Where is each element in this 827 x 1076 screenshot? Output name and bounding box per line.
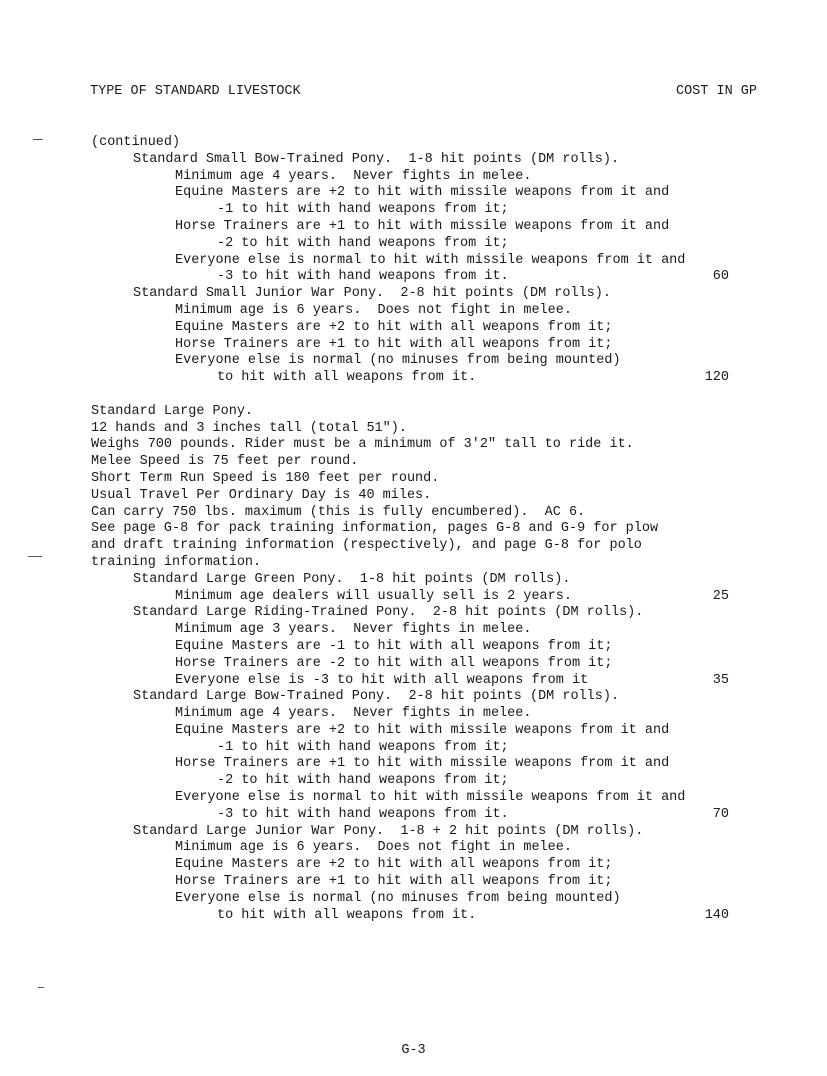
text-line — [91, 740, 741, 757]
line-text: Usual Travel Per Ordinary Day is 40 miles. — [91, 487, 432, 503]
line-text: Minimum age is 6 years. Does not fight in melee. — [175, 302, 572, 318]
line-text: (continued) — [91, 135, 181, 150]
text-line — [91, 505, 741, 522]
text-line — [91, 202, 741, 219]
line-text: Equine Masters are +2 to hit with all weapons from it; — [175, 319, 613, 335]
text-line — [91, 253, 741, 270]
text-line — [91, 236, 741, 253]
text-line — [91, 723, 741, 740]
line-text: Standard Large Green Pony. 1-8 hit points (DM rolls). — [133, 571, 571, 587]
blank-line — [91, 387, 741, 404]
cost-value: 70 — [712, 806, 729, 822]
page-number: G-3 — [401, 1043, 426, 1058]
line-text: Equine Masters are +2 to hit with missile weapons from it and — [175, 185, 670, 201]
line-text: See page G-8 for pack training information, pages G-8 and G-9 for plow — [91, 521, 659, 537]
text-line — [91, 840, 741, 857]
text-line — [91, 589, 741, 606]
text-line — [91, 656, 741, 673]
text-line — [91, 790, 741, 807]
text-line — [91, 706, 741, 723]
text-line — [91, 639, 741, 656]
line-text: Standard Large Pony. — [91, 403, 254, 419]
line-text: Standard Small Bow-Trained Pony. 1-8 hit points (DM rolls). — [133, 151, 620, 167]
cost-value: 60 — [712, 269, 729, 285]
line-text: Horse Trainers are +1 to hit with all weapons from it; — [175, 874, 613, 890]
text-line — [91, 521, 741, 538]
text-line — [91, 152, 741, 169]
line-text: Horse Trainers are +1 to hit with missile weapons from it and — [175, 756, 670, 772]
line-text: Everyone else is -3 to hit with all weapons from it — [175, 672, 589, 688]
line-text: -3 to hit with hand weapons from it. — [217, 269, 509, 285]
scan-mark — [38, 987, 44, 988]
text-line — [91, 421, 741, 438]
line-text: training information. — [91, 554, 262, 570]
cost-value: 140 — [704, 907, 729, 923]
text-line — [91, 269, 741, 286]
line-text: to hit with all weapons from it. — [217, 370, 477, 386]
text-line — [91, 135, 741, 152]
text-line — [91, 824, 741, 841]
text-line — [91, 454, 741, 471]
text-line — [91, 908, 741, 925]
line-text: Standard Large Bow-Trained Pony. 2-8 hit points (DM rolls). — [133, 689, 620, 705]
line-text: Horse Trainers are -2 to hit with all weapons from it; — [175, 655, 613, 671]
line-text: Everyone else is normal to hit with missile weapons from it and — [175, 252, 686, 268]
line-text: -1 to hit with hand weapons from it; — [217, 202, 509, 218]
text-line — [91, 622, 741, 639]
line-text: Equine Masters are +2 to hit with missile weapons from it and — [175, 722, 670, 738]
text-line — [91, 370, 741, 387]
line-text: Minimum age 4 years. Never fights in melee. — [175, 168, 532, 184]
line-text: Everyone else is normal (no minuses from being mounted) — [175, 353, 621, 369]
text-line — [91, 488, 741, 505]
text-line — [91, 605, 741, 622]
text-line — [91, 286, 741, 303]
text-line — [91, 538, 741, 555]
text-line — [91, 303, 741, 320]
text-line — [91, 857, 741, 874]
line-text: -2 to hit with hand weapons from it; — [217, 235, 509, 251]
scan-mark — [28, 556, 42, 557]
line-text: Standard Large Riding-Trained Pony. 2-8 hit points (DM rolls). — [133, 605, 644, 621]
column-header-cost: COST IN GP — [675, 84, 757, 99]
line-text: Equine Masters are +2 to hit with all weapons from it; — [175, 857, 613, 873]
text-line — [91, 219, 741, 236]
line-text: Minimum age 3 years. Never fights in melee. — [175, 622, 532, 638]
scan-mark — [33, 139, 43, 140]
line-text: Minimum age is 6 years. Does not fight in melee. — [175, 840, 572, 856]
text-line — [91, 689, 741, 706]
line-text: Minimum age dealers will usually sell is 2 years. — [175, 588, 572, 604]
line-text: -3 to hit with hand weapons from it. — [217, 806, 509, 822]
text-line — [91, 185, 741, 202]
line-text: to hit with all weapons from it. — [217, 907, 477, 923]
cost-value: 120 — [704, 370, 729, 386]
line-text: -1 to hit with hand weapons from it; — [217, 739, 509, 755]
text-line — [91, 572, 741, 589]
text-line — [91, 773, 741, 790]
column-header-livestock: TYPE OF STANDARD LIVESTOCK — [90, 84, 301, 99]
line-text: Horse Trainers are +1 to hit with missile weapons from it and — [175, 218, 670, 234]
line-text: Horse Trainers are +1 to hit with all weapons from it; — [175, 336, 613, 352]
text-line — [91, 437, 741, 454]
cost-value: 25 — [712, 588, 729, 604]
line-text: Weighs 700 pounds. Rider must be a minimum of 3'2" tall to ride it. — [91, 437, 634, 453]
text-line — [91, 320, 741, 337]
line-text: -2 to hit with hand weapons from it; — [217, 773, 509, 789]
text-line — [91, 756, 741, 773]
text-line — [91, 874, 741, 891]
document-body — [91, 135, 741, 924]
line-text: Standard Small Junior War Pony. 2-8 hit points (DM rolls). — [133, 286, 611, 302]
text-line — [91, 807, 741, 824]
line-text: 12 hands and 3 inches tall (total 51"). — [91, 420, 407, 436]
cost-value: 35 — [712, 672, 729, 688]
line-text: Minimum age 4 years. Never fights in melee. — [175, 706, 532, 722]
text-line — [91, 404, 741, 421]
text-line — [91, 891, 741, 908]
text-line — [91, 555, 741, 572]
text-line — [91, 169, 741, 186]
line-text: Everyone else is normal to hit with missile weapons from it and — [175, 790, 686, 806]
line-text: Short Term Run Speed is 180 feet per round. — [91, 470, 440, 486]
text-line — [91, 471, 741, 488]
line-text: Melee Speed is 75 feet per round. — [91, 454, 359, 470]
line-text: and draft training information (respectively), and page G-8 for polo — [91, 538, 642, 554]
line-text: Standard Large Junior War Pony. 1-8 + 2 hit points (DM rolls). — [133, 823, 644, 839]
line-text: Everyone else is normal (no minuses from being mounted) — [175, 890, 621, 906]
text-line — [91, 673, 741, 690]
line-text: Equine Masters are -1 to hit with all weapons from it; — [175, 638, 613, 654]
text-line — [91, 353, 741, 370]
text-line — [91, 337, 741, 354]
line-text: Can carry 750 lbs. maximum (this is fully encumbered). AC 6. — [91, 504, 586, 520]
